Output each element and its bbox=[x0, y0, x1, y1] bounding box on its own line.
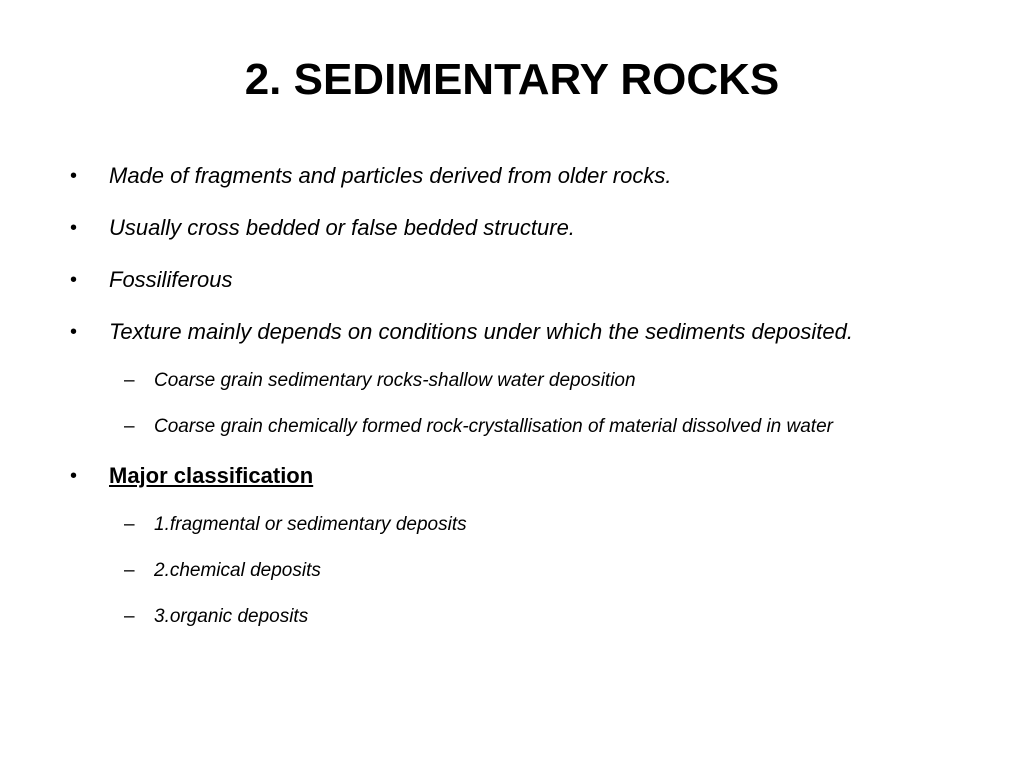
bullet-dot-icon: • bbox=[70, 165, 78, 187]
bullet-text: Texture mainly depends on conditions under which the sediments deposited. bbox=[109, 319, 853, 344]
slide-content bbox=[66, 150, 971, 640]
sub-bullet-item bbox=[66, 358, 971, 404]
dash-icon: – bbox=[124, 370, 135, 391]
bullet-text: Fossiliferous bbox=[109, 267, 233, 292]
dash-icon: – bbox=[124, 560, 135, 581]
bullet-item bbox=[66, 202, 971, 254]
bullet-dot-icon: • bbox=[70, 269, 78, 291]
bullet-dot-icon: • bbox=[70, 321, 78, 343]
bullet-item bbox=[66, 254, 971, 306]
sub-bullet-text: 3.organic deposits bbox=[154, 606, 309, 627]
bullet-item bbox=[66, 306, 971, 358]
sub-bullet-text: 2.chemical deposits bbox=[154, 560, 321, 581]
bullet-dot-icon: • bbox=[70, 217, 78, 239]
bullet-text: Usually cross bedded or false bedded structure. bbox=[109, 215, 575, 240]
dash-icon: – bbox=[124, 416, 135, 437]
sub-bullet-text: Coarse grain sedimentary rocks-shallow water deposition bbox=[154, 370, 636, 391]
sub-bullet-text: Coarse grain chemically formed rock-crystallisation of material dissolved in water bbox=[154, 416, 833, 437]
bullet-item bbox=[66, 450, 971, 502]
sub-bullet-item bbox=[66, 548, 971, 594]
dash-icon: – bbox=[124, 606, 135, 627]
dash-icon: – bbox=[124, 514, 135, 535]
slide-title: 2. SEDIMENTARY ROCKS bbox=[244, 55, 780, 104]
sub-bullet-item bbox=[66, 502, 971, 548]
bullet-item bbox=[66, 150, 971, 202]
bullet-dot-icon: • bbox=[70, 465, 78, 487]
section-heading: Major classification bbox=[109, 463, 314, 488]
sub-bullet-item bbox=[66, 404, 971, 450]
sub-bullet-text: 1.fragmental or sedimentary deposits bbox=[154, 514, 467, 535]
sub-bullet-item bbox=[66, 594, 971, 640]
bullet-text: Made of fragments and particles derived from older rocks. bbox=[109, 163, 672, 188]
